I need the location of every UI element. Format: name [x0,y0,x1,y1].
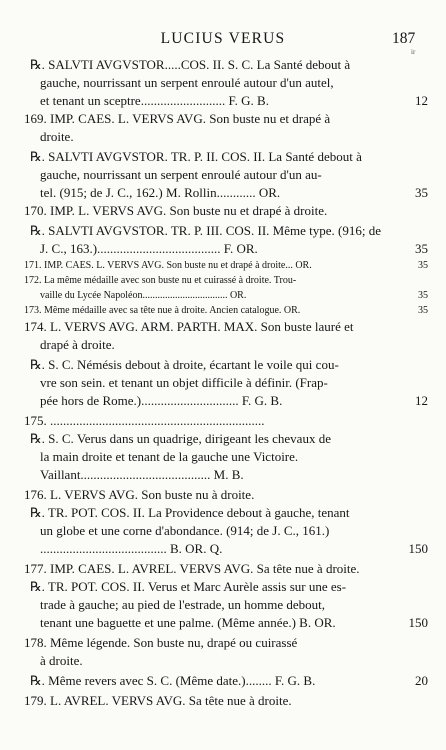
catalogue-line [24,652,428,670]
catalogue-line [24,318,428,336]
catalogue-line [24,634,428,652]
catalogue-line [24,614,428,632]
catalogue-line [24,202,428,220]
catalogue-line [24,222,428,240]
line-text: J. C., 163.)...................................... F. OR. [40,241,258,256]
price-value: 150 [408,541,428,556]
corner-mark: ir [411,48,416,56]
line-text: 170. IMP. L. VERVS AVG. Son buste nu et drapé à droite. [24,203,328,218]
line-text: 175. .................................................................. [24,413,265,428]
price-value: 12 [415,93,428,108]
line-text: ....................................... B. OR. Q. [40,541,223,556]
line-text: un globe et une corne d'abondance. (914; de J. C., 161.) [40,523,330,538]
line-text: ℞. S. C. Némésis debout à droite, écartant le voile qui cou- [30,357,339,372]
price-value: 35 [418,260,428,271]
line-text: gauche, nourrissant un serpent enroulé autour d'un au- [40,167,322,182]
catalogue-line [24,273,428,288]
line-text: ℞. S. C. Verus dans un quadrige, dirigeant les chevaux de [30,431,331,446]
line-text: à droite. [40,653,83,668]
catalogue-line [24,522,428,540]
catalogue-line [24,504,428,522]
catalogue-line [24,128,428,146]
line-text: 176. L. VERVS AVG. Son buste nu à droite. [24,487,255,502]
running-title: LUCIUS VERUS [160,30,286,47]
line-text: 173. Même médaille avec sa tête nue à droite. Ancien catalogue. OR. [24,305,301,316]
catalogue-line [24,184,428,202]
catalogue-line [24,166,428,184]
line-text: Vaillant........................................ M. B. [40,467,244,482]
line-text: 169. IMP. CAES. L. VERVS AVG. Son buste nu et drapé à [24,111,331,126]
line-text: ℞. SALVTI AVGVSTOR. TR. P. III. COS. II. Même type. (916; de [30,223,381,238]
catalogue-line [24,466,428,484]
line-text: ℞. TR. POT. COS. II. Verus et Marc Aurèle assis sur une es- [30,579,347,594]
line-text: 171. IMP. CAES. L. VERVS AVG. Son buste nu et drapé à droite... OR. [24,260,312,271]
line-text: ℞. TR. POT. COS. II. La Providence debout à gauche, tenant [30,505,350,520]
price-value: 35 [418,290,428,301]
catalogue-line [24,578,428,596]
line-text: drapé à droite. [40,337,115,352]
catalogue-line [24,596,428,614]
price-value: 12 [415,393,428,408]
catalogue-line [24,240,428,258]
line-text: ℞. Même revers avec S. C. (Même date.)........ F. G. B. [30,673,316,688]
price-value: 35 [415,241,428,256]
line-text: 179. L. AVREL. VERVS AVG. Sa tête nue à droite. [24,693,292,708]
catalogue-line [24,336,428,354]
price-value: 35 [418,305,428,316]
line-text: 174. L. VERVS AVG. ARM. PARTH. MAX. Son buste lauré et [24,319,354,334]
catalogue-line [24,392,428,410]
page-number: 187 [392,30,416,47]
price-value: 150 [408,615,428,630]
line-text: 177. IMP. CAES. L. AVREL. VERVS AVG. Sa tête nue à droite. [24,561,360,576]
catalogue-line [24,448,428,466]
catalogue-line [24,486,428,504]
catalogue-line [24,430,428,448]
catalogue-line [24,374,428,392]
line-text: 172. La même médaille avec son buste nu et cuirassé à droite. Trou- [24,275,297,286]
line-text: la main droite et tenant de la gauche une Victoire. [40,449,299,464]
line-text: trade à gauche; au pied de l'estrade, un homme debout, [40,597,325,612]
catalogue-line [24,412,428,430]
catalogue-line [24,258,428,273]
catalogue-line [24,560,428,578]
line-text: pée hors de Rome.).............................. F. G. B. [40,393,283,408]
line-text: ℞. SALVTI AVGVSTOR. TR. P. II. COS. II. La Santé debout à [30,149,362,164]
line-text: et tenant un sceptre.......................... F. G. B. [40,93,269,108]
line-text: 178. Même légende. Son buste nu, drapé ou cuirassé [24,635,298,650]
line-text: vre son sein. et tenant un objet difficile à définir. (Frap- [40,375,328,390]
line-text: gauche, nourrissant un serpent enroulé autour d'un autel, [40,75,334,90]
catalogue-line [24,148,428,166]
catalogue-line [24,692,428,710]
catalogue-line [24,110,428,128]
line-text: droite. [40,129,74,144]
line-text: tel. (915; de J. C., 162.) M. Rollin............ OR. [40,185,281,200]
catalogue-line [24,303,428,318]
price-value: 35 [415,185,428,200]
catalogue-line [24,540,428,558]
price-value: 20 [415,673,428,688]
line-text: vaille du Lycée Napoléon.................................. OR. [40,290,247,301]
catalogue-line [24,74,428,92]
catalogue-entries [24,56,428,710]
catalogue-line [24,672,428,690]
catalogue-line [24,288,428,303]
catalogue-line [24,356,428,374]
line-text: ℞. SALVTI AVGVSTOR.....COS. II. S. C. La Santé debout à [30,57,351,72]
line-text: tenant une baguette et une palme. (Même année.) B. OR. [40,615,336,630]
catalogue-line [24,92,428,110]
catalogue-line [24,56,428,74]
